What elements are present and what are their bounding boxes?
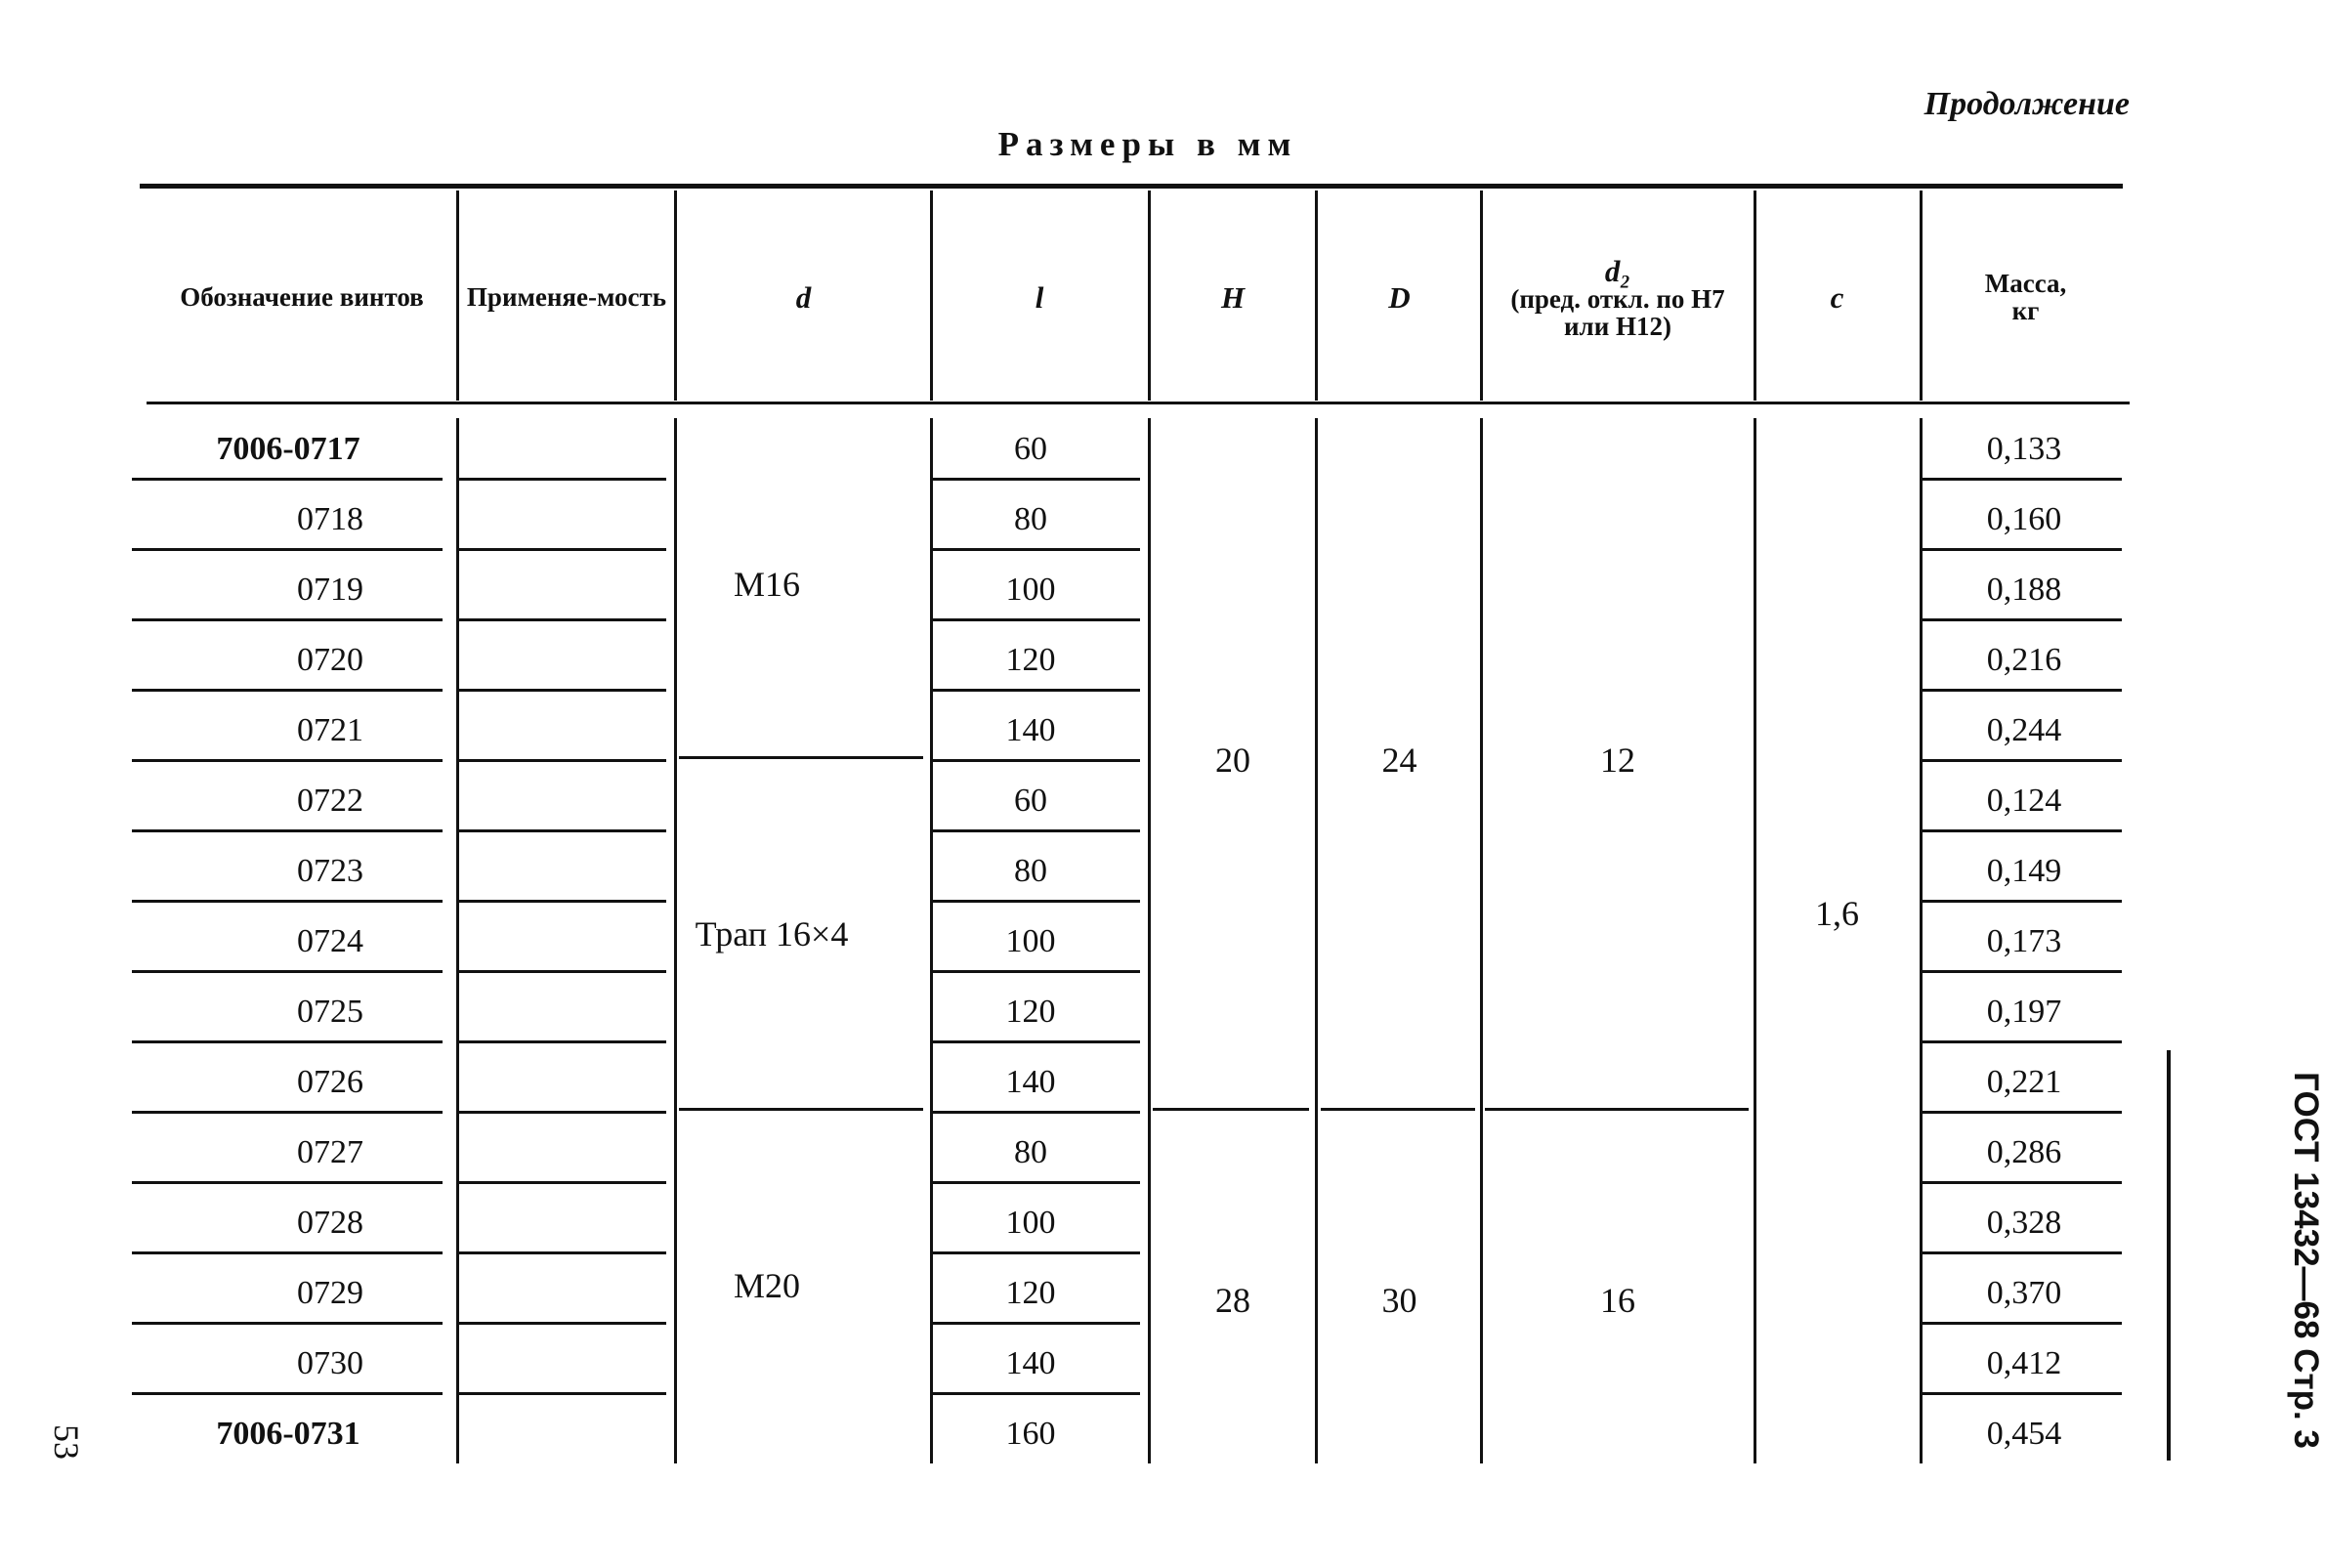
mass-cell: 0,173 xyxy=(1986,923,2062,959)
row-rule xyxy=(132,618,443,621)
column-rule xyxy=(674,191,677,401)
length-cell: 160 xyxy=(1005,1416,1056,1452)
mass-cell: 0,149 xyxy=(1986,853,2062,889)
mass-cell: 0,197 xyxy=(1986,994,2062,1030)
row-rule xyxy=(1922,1111,2122,1114)
row-rule xyxy=(459,829,666,832)
mass-cell: 0,412 xyxy=(1986,1345,2062,1381)
row-rule xyxy=(933,1181,1140,1184)
mass-cell: 0,286 xyxy=(1986,1134,2062,1170)
row-rule xyxy=(459,618,666,621)
column-rule xyxy=(1754,191,1756,401)
designation-cell: 7006-0717 xyxy=(216,431,360,467)
row-rule xyxy=(132,1392,443,1395)
header-d2 xyxy=(1483,195,1753,401)
length-cell: 100 xyxy=(1005,1205,1056,1241)
header-d xyxy=(679,195,928,401)
applicability-cell xyxy=(459,767,674,835)
length-cell: 120 xyxy=(1005,994,1056,1030)
dimensions-caption: Размеры в мм xyxy=(997,125,1298,163)
header-D xyxy=(1319,195,1480,401)
length-cell: 60 xyxy=(1014,431,1047,467)
row-rule xyxy=(1922,1040,2122,1043)
length-cell: 100 xyxy=(1005,923,1056,959)
column-rule xyxy=(456,191,459,401)
d2-group-1: 12 xyxy=(1600,740,1635,780)
continuation-label: Продолжение xyxy=(1923,86,2130,122)
applicability-cell xyxy=(459,1189,674,1257)
row-rule xyxy=(459,548,666,551)
row-rule xyxy=(459,900,666,903)
row-rule xyxy=(459,1322,666,1325)
designation-cell: 0730 xyxy=(297,1345,363,1381)
mass-cell: 0,454 xyxy=(1986,1416,2062,1452)
row-rule xyxy=(459,1111,666,1114)
row-rule xyxy=(933,900,1140,903)
row-rule xyxy=(459,1040,666,1043)
length-cell: 140 xyxy=(1005,712,1056,748)
row-rule xyxy=(933,1040,1140,1043)
header-D-symbol: D xyxy=(1388,280,1411,316)
designation-cell: 0721 xyxy=(297,712,363,748)
table-top-rule xyxy=(140,184,2123,189)
row-rule xyxy=(459,689,666,692)
row-rule xyxy=(132,829,443,832)
header-mass-label: Масса, кг xyxy=(1984,269,2067,325)
row-rule xyxy=(459,759,666,762)
row-rule xyxy=(1922,548,2122,551)
row-rule xyxy=(1922,970,2122,973)
row-rule xyxy=(1922,900,2122,903)
length-cell: 80 xyxy=(1014,501,1047,537)
length-cell: 120 xyxy=(1005,642,1056,678)
row-rule xyxy=(132,900,443,903)
row-rule xyxy=(132,759,443,762)
row-rule xyxy=(933,548,1140,551)
row-rule xyxy=(132,1040,443,1043)
applicability-cell xyxy=(459,1330,674,1398)
row-rule xyxy=(132,689,443,692)
d-group-m16: M16 xyxy=(733,564,800,604)
header-d2-note: (пред. откл. по H7 или H12) xyxy=(1510,284,1725,341)
column-rule xyxy=(1315,191,1318,401)
length-cell: 140 xyxy=(1005,1064,1056,1100)
header-d-symbol: d xyxy=(795,280,812,316)
row-rule xyxy=(132,478,443,481)
designation-cell: 0720 xyxy=(297,642,363,678)
designation-cell: 0727 xyxy=(297,1134,363,1170)
D-group-2: 30 xyxy=(1381,1281,1417,1320)
row-rule xyxy=(933,829,1140,832)
designation-cell: 0729 xyxy=(297,1275,363,1311)
row-rule xyxy=(1922,829,2122,832)
header-bottom-rule xyxy=(147,402,2130,404)
row-rule xyxy=(1922,478,2122,481)
designation-cell: 0723 xyxy=(297,853,363,889)
header-c-symbol: c xyxy=(1830,280,1844,316)
column-rule xyxy=(674,418,677,1463)
column-rule xyxy=(1480,191,1483,401)
applicability-cell xyxy=(459,837,674,906)
row-rule xyxy=(933,1322,1140,1325)
row-rule xyxy=(933,759,1140,762)
row-rule xyxy=(459,1392,666,1395)
row-rule xyxy=(132,1111,443,1114)
D-group-1: 24 xyxy=(1381,740,1417,780)
row-rule xyxy=(933,478,1140,481)
row-rule xyxy=(933,618,1140,621)
applicability-cell xyxy=(459,1119,674,1187)
page-number: 53 xyxy=(47,1424,86,1460)
applicability-cell xyxy=(459,697,674,765)
mass-cell: 0,370 xyxy=(1986,1275,2062,1311)
row-rule xyxy=(132,1251,443,1254)
row-rule xyxy=(933,1392,1140,1395)
row-rule xyxy=(933,970,1140,973)
length-cell: 140 xyxy=(1005,1345,1056,1381)
applicability-cell xyxy=(459,1400,674,1468)
mass-cell: 0,124 xyxy=(1986,783,2062,819)
row-rule xyxy=(1922,1392,2122,1395)
row-rule xyxy=(132,1181,443,1184)
applicability-cell xyxy=(459,978,674,1046)
header-H xyxy=(1151,195,1315,401)
row-rule xyxy=(1922,1322,2122,1325)
H-group-2: 28 xyxy=(1215,1281,1250,1320)
row-rule xyxy=(1922,618,2122,621)
length-cell: 60 xyxy=(1014,783,1047,819)
designation-cell: 0728 xyxy=(297,1205,363,1241)
designation-cell: 0726 xyxy=(297,1064,363,1100)
row-rule xyxy=(933,1251,1140,1254)
applicability-cell xyxy=(459,908,674,976)
row-rule xyxy=(1922,689,2122,692)
length-cell: 80 xyxy=(1014,1134,1047,1170)
c-group: 1,6 xyxy=(1815,894,1859,933)
applicability-cell xyxy=(459,556,674,624)
row-rule xyxy=(132,1322,443,1325)
mass-cell: 0,160 xyxy=(1986,501,2062,537)
column-rule xyxy=(930,191,933,401)
applicability-cell xyxy=(459,626,674,695)
d2-group-2: 16 xyxy=(1600,1281,1635,1320)
row-rule xyxy=(1922,1251,2122,1254)
row-rule xyxy=(1922,1181,2122,1184)
row-rule xyxy=(459,478,666,481)
mass-cell: 0,328 xyxy=(1986,1205,2062,1241)
row-rule xyxy=(132,970,443,973)
header-l-symbol: l xyxy=(1035,280,1044,316)
column-rule xyxy=(1920,191,1923,401)
header-d2-symbol: d₂ xyxy=(1604,253,1631,288)
row-rule xyxy=(459,970,666,973)
mass-cell: 0,133 xyxy=(1986,431,2062,467)
row-rule xyxy=(1922,759,2122,762)
header-designation: Обозначение винтов xyxy=(180,282,424,313)
header-c xyxy=(1756,195,1918,401)
row-rule xyxy=(933,689,1140,692)
mass-cell: 0,221 xyxy=(1986,1064,2062,1100)
mass-cell: 0,216 xyxy=(1986,642,2062,678)
designation-cell: 0724 xyxy=(297,923,363,959)
row-rule xyxy=(933,1111,1140,1114)
mass-cell: 0,244 xyxy=(1986,712,2062,748)
side-mark-rule xyxy=(2167,1050,2171,1461)
row-rule xyxy=(132,548,443,551)
length-cell: 120 xyxy=(1005,1275,1056,1311)
mass-cell: 0,188 xyxy=(1986,572,2062,608)
header-mass xyxy=(1922,195,2130,401)
row-rule xyxy=(459,1181,666,1184)
applicability-cell xyxy=(459,415,674,484)
applicability-cell xyxy=(459,486,674,554)
applicability-cell xyxy=(459,1259,674,1328)
header-applicability: Применяе-мость xyxy=(466,282,667,313)
column-rule xyxy=(1315,418,1318,1463)
designation-cell: 0718 xyxy=(297,501,363,537)
d-group-m20: M20 xyxy=(733,1266,800,1305)
header-H-symbol: H xyxy=(1220,280,1246,316)
designation-cell: 0722 xyxy=(297,783,363,819)
applicability-cell xyxy=(459,1048,674,1117)
designation-cell: 0719 xyxy=(297,572,363,608)
header-l xyxy=(933,195,1146,401)
H-group-1: 20 xyxy=(1215,740,1250,780)
designation-cell: 7006-0731 xyxy=(216,1416,360,1452)
length-cell: 100 xyxy=(1005,572,1056,608)
row-rule xyxy=(459,1251,666,1254)
designation-cell: 0725 xyxy=(297,994,363,1030)
d-group-trap: Трап 16×4 xyxy=(695,914,849,954)
side-mark: ГОСТ 13432—68 Стр. 3 xyxy=(2287,1072,2325,1449)
column-rule xyxy=(1148,191,1151,401)
length-cell: 80 xyxy=(1014,853,1047,889)
